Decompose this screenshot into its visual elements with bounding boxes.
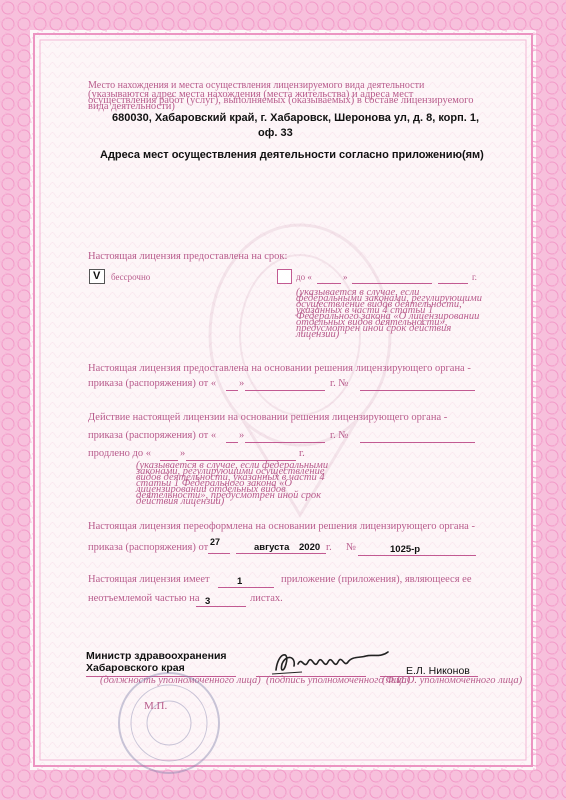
reissue-number-label: № — [346, 542, 357, 553]
basis-year-suffix: г. № — [330, 378, 349, 389]
until-year-suffix: г. — [472, 272, 477, 282]
appendix-sheets: 3 — [205, 596, 211, 607]
official-stamp — [114, 668, 224, 778]
signatory-name: Е.Л. Никонов — [406, 665, 470, 677]
extension-line-1: Действие настоящей лицензии на основании решения лицензирующего органа - — [88, 412, 448, 423]
until-checkbox — [277, 269, 292, 284]
basis-number-line — [360, 390, 475, 391]
signatory-position-line-1: Министр здравоохранения — [86, 650, 227, 662]
reissue-year: 2020 — [299, 542, 321, 553]
until-month-line — [352, 283, 432, 284]
reissue-month-line — [236, 553, 326, 554]
extension-quote: » — [239, 430, 245, 441]
extension-day-line — [226, 442, 238, 443]
address-line-2: оф. 33 — [258, 127, 293, 139]
address-line-3: Адреса мест осуществления деятельности согласно приложению(ям) — [100, 149, 484, 161]
until-year-line — [438, 283, 468, 284]
signatory-position-line-2: Хабаровского края — [86, 662, 185, 674]
term-label: Настоящая лицензия предоставлена на срок: — [88, 251, 288, 262]
indefinite-checkbox — [89, 269, 105, 284]
reissue-line-1: Настоящая лицензия переоформлена на основании решения лицензирующего органа - — [88, 521, 475, 532]
signature-caption: (подпись уполномоченного лица) — [266, 675, 411, 686]
basis-month-line — [245, 390, 325, 391]
reissue-year-suffix: г. — [326, 542, 332, 553]
reissue-number: 1025-р — [390, 544, 421, 555]
extension-year-suffix: г. № — [330, 430, 349, 441]
appendix-line-2-prefix: неотъемлемой частью на — [88, 593, 200, 604]
reissue-number-line — [358, 555, 476, 556]
reissue-day: 27 — [210, 537, 221, 547]
until-day-line — [317, 283, 341, 284]
extension-note: (указывается в случае, если федеральными законами, регулирующими осуществление видов деятельности, указанных в части 4 статьи 1 Федерального закона «О лицензировании отдельных видов деятельности», предусмотрен иной срок действия лицензии) — [136, 460, 329, 507]
indefinite-label: бессрочно — [111, 272, 151, 282]
extension-month-line — [245, 442, 325, 443]
extended-suffix: г. — [299, 448, 305, 459]
appendix-line-1-prefix: Настоящая лицензия имеет — [88, 574, 210, 585]
location-note: (указываются адрес места нахождения (места жительства) и адреса мест осуществления работ (услуг), выполняемых (оказываемых) в составе лицензируемого вида деятельности) — [88, 89, 474, 112]
extended-quote: » — [180, 448, 186, 459]
stamp-label: М.П. — [144, 700, 168, 712]
reissue-month: августа — [254, 542, 290, 553]
basis-line-1: Настоящая лицензия предоставлена на основании решения лицензирующего органа - — [88, 363, 471, 374]
until-prefix: до « — [296, 272, 312, 282]
check-mark: V — [93, 270, 101, 282]
appendix-sheets-line — [196, 606, 246, 607]
position-caption: (должность уполномоченного лица) — [100, 675, 261, 686]
extended-prefix: продлено до « — [88, 448, 152, 459]
name-caption: (Ф.И.О. уполномоченного лица) — [382, 675, 523, 686]
appendix-count: 1 — [237, 576, 243, 587]
reissue-day-line — [208, 553, 230, 554]
address-line-1: 680030, Хабаровский край, г. Хабаровск, Шеронова ул, д. 8, корп. 1, — [112, 112, 480, 124]
basis-line-2-prefix: приказа (распоряжения) от « — [88, 378, 217, 389]
extension-number-line — [360, 442, 475, 443]
appendix-line-2-suffix: листах. — [250, 593, 283, 604]
appendix-count-line — [218, 587, 274, 588]
until-quote: » — [343, 272, 348, 282]
appendix-line-1-suffix: приложение (приложения), являющееся ее — [281, 574, 472, 585]
term-note: (указывается в случае, если федеральными законами, регулирующими осуществление видов деятельности, указанных в части 4 статьи 1 Федерального закона «О лицензировании отдельных видов деятельности», предусмотрен иной срок действия лицензии) — [296, 287, 482, 340]
reissue-line-2-prefix: приказа (распоряжения) от — [88, 542, 209, 553]
basis-day-line — [226, 390, 238, 391]
location-label: Место нахождения и места осуществления лицензируемого вида деятельности — [88, 80, 425, 91]
extension-line-2-prefix: приказа (распоряжения) от « — [88, 430, 217, 441]
basis-quote: » — [239, 378, 245, 389]
